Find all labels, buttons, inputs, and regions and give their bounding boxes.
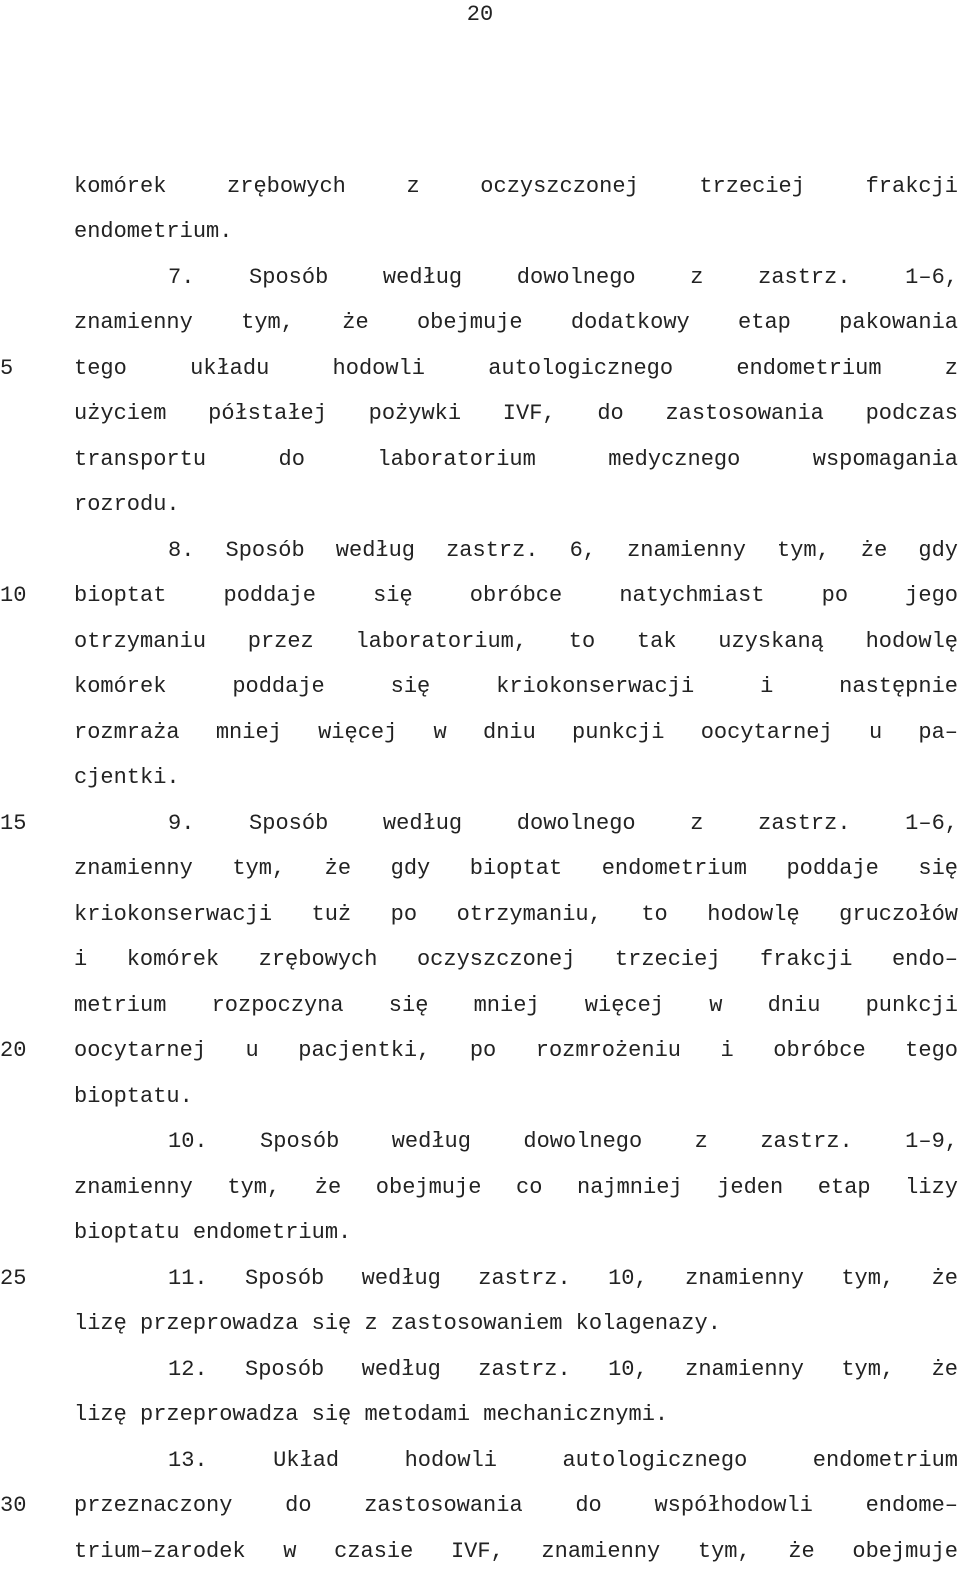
line-number-30: 30 <box>0 1493 27 1518</box>
text-line: oocytarnej u pacjentki, po rozmrożeniu i obróbce tego <box>74 1038 958 1063</box>
claim-13-start: 13. Układ hodowli autologicznego endometrium <box>168 1448 958 1473</box>
claim-12-start: 12. Sposób według zastrz. 10, znamienny tym, że <box>168 1357 958 1382</box>
text-line: tego układu hodowli autologicznego endometrium z <box>74 356 958 381</box>
claim-11-start: 11. Sposób według zastrz. 10, znamienny tym, że <box>168 1266 958 1291</box>
text-line: komórek poddaje się kriokonserwacji i następnie <box>74 674 958 699</box>
claim-7-start: 7. Sposób według dowolnego z zastrz. 1–6, <box>168 265 958 290</box>
claim-10-start: 10. Sposób według dowolnego z zastrz. 1–9, <box>168 1129 958 1154</box>
text-line: rozmraża mniej więcej w dniu punkcji oocytarnej u pa– <box>74 720 958 745</box>
text-line: znamienny tym, że obejmuje co najmniej jeden etap lizy <box>74 1175 958 1200</box>
text-line: endometrium. <box>74 219 233 244</box>
text-line: lizę przeprowadza się z zastosowaniem kolagenazy. <box>74 1311 721 1336</box>
line-number-25: 25 <box>0 1266 27 1291</box>
text-line: komórek zrębowych z oczyszczonej trzeciej frakcji <box>74 174 958 199</box>
text-line: otrzymaniu przez laboratorium, to tak uzyskaną hodowlę <box>74 629 958 654</box>
text-line: przeznaczony do zastosowania do współhodowli endome– <box>74 1493 958 1518</box>
text-line: bioptat poddaje się obróbce natychmiast po jego <box>74 583 958 608</box>
text-line: cjentki. <box>74 765 180 790</box>
text-line: bioptatu endometrium. <box>74 1220 352 1245</box>
text-line: i komórek zrębowych oczyszczonej trzeciej frakcji endo– <box>74 947 958 972</box>
text-line: znamienny tym, że obejmuje dodatkowy etap pakowania <box>74 310 958 335</box>
line-number-15: 15 <box>0 811 27 836</box>
text-line: rozrodu. <box>74 492 180 517</box>
text-line: trium–zarodek w czasie IVF, znamienny tym, że obejmuje <box>74 1539 958 1564</box>
line-number-20: 20 <box>0 1038 27 1063</box>
text-line: lizę przeprowadza się metodami mechanicznymi. <box>74 1402 669 1427</box>
line-number-5: 5 <box>0 356 14 381</box>
text-line: transportu do laboratorium medycznego wspomagania <box>74 447 958 472</box>
claim-9-start: 9. Sposób według dowolnego z zastrz. 1–6, <box>168 811 958 836</box>
text-line: użyciem półstałej pożywki IVF, do zastosowania podczas <box>74 401 958 426</box>
text-line: kriokonserwacji tuż po otrzymaniu, to hodowlę gruczołów <box>74 902 958 927</box>
claim-8-start: 8. Sposób według zastrz. 6, znamienny tym, że gdy <box>168 538 958 563</box>
page-number: 20 <box>466 2 494 27</box>
text-line: metrium rozpoczyna się mniej więcej w dniu punkcji <box>74 993 958 1018</box>
text-line: znamienny tym, że gdy bioptat endometrium poddaje się <box>74 856 958 881</box>
line-number-10: 10 <box>0 583 27 608</box>
text-line: bioptatu. <box>74 1084 193 1109</box>
